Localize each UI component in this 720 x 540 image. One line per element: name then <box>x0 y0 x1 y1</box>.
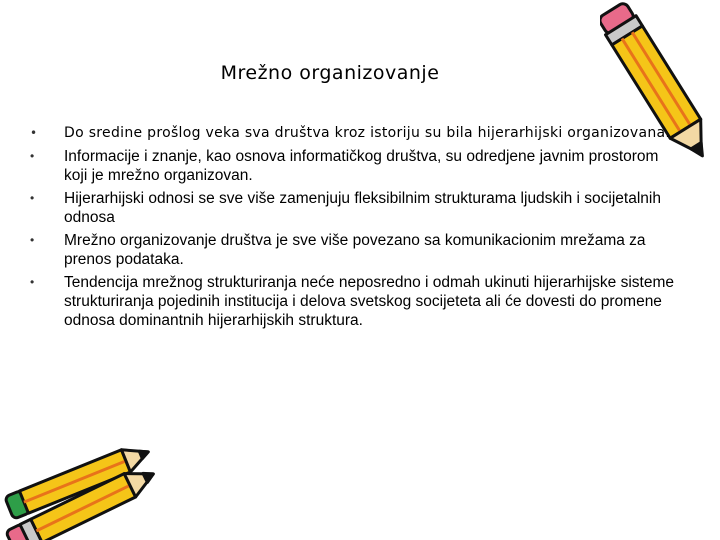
bullet-marker: • <box>30 275 35 289</box>
bullet-marker: • <box>30 149 35 163</box>
bullet-text: Tendencija mrežnog strukturiranja neće neposredno i odmah ukinuti hijerarhijske sisteme strukturiranja pojedinih institucija i delova svetskog socijeteta ali će dovesti do promene odnosa dominantnih hijerarhijskih struktura. <box>64 274 674 329</box>
list-item <box>30 124 680 143</box>
bullet-marker: • <box>30 191 35 205</box>
bullet-list <box>30 124 680 334</box>
bullet-text: Mrežno organizovanje društva je sve više povezano sa komunikacionim mrežama za prenos podataka. <box>64 232 646 268</box>
bullet-text: Hijerarhijski odnosi se sve više zamenjuju fleksibilnim strukturama ljudskih i socijetalnih odnosa <box>64 190 661 226</box>
bullet-text: Informacije i znanje, kao osnova informatičkog društva, su odredjene javnim prostorom koji je mrežno organizovan. <box>64 148 659 184</box>
bullet-text: Do sredine prošlog veka sva društva kroz istoriju su bila hijerarhijski organizovana. <box>64 125 671 141</box>
pencils-icon <box>0 430 170 540</box>
list-item <box>30 273 680 330</box>
list-item <box>30 189 680 227</box>
slide-title: Mrežno organizovanje <box>220 62 440 84</box>
bullet-marker: • <box>30 126 38 140</box>
list-item <box>30 147 680 185</box>
list-item <box>30 231 680 269</box>
bullet-marker: • <box>30 233 35 247</box>
